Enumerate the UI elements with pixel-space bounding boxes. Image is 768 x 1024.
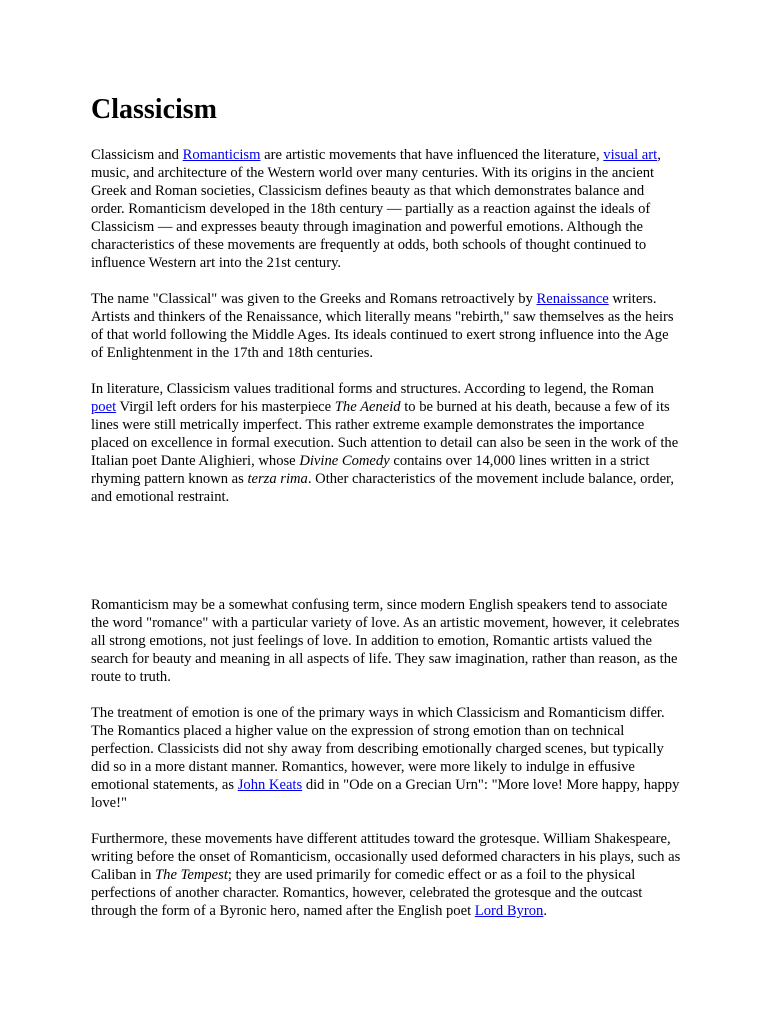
- paragraph-text: Romanticism may be a somewhat confusing term, since modern English speakers tend to associate the word "romance" with a particular variety of love. As an artistic movement, however, it celebrates all strong emotions, not just feelings of love. In addition to emotion, Romantic artists valued the search for beauty and meaning in all aspects of life. They saw imagination, rather than reason, as the route to truth.: [91, 597, 680, 685]
- lord-byron-link[interactable]: Lord Byron: [474, 903, 544, 919]
- title-divine-comedy: Divine Comedy: [299, 453, 390, 469]
- paragraph-4: [91, 596, 681, 686]
- paragraph-text: ; they are used primarily for comedic effect or as a foil to the physical perfections of another character. Romantics, however, celebrated the grotesque and the outcast through the form of a Byronic hero, named after the English poet: [91, 867, 643, 919]
- paragraph-text: .: [543, 903, 547, 919]
- paragraph-text: Virgil left orders for his masterpiece: [116, 399, 335, 415]
- renaissance-link[interactable]: Renaissance: [536, 291, 609, 307]
- john-keats-link[interactable]: John Keats: [237, 777, 303, 793]
- paragraph-text: . Other characteristics of the movement include balance, order, and emotional restraint.: [91, 471, 674, 505]
- paragraph-text: writers. Artists and thinkers of the Renaissance, which literally means "rebirth," saw themselves as the heirs of that world following the Middle Ages. Its ideals continued to exert strong influence into the Age of Enlightenment in the 17th and 18th centuries.: [91, 291, 674, 361]
- paragraph-1: [91, 146, 681, 272]
- term-terza-rima: terza rima: [247, 471, 308, 487]
- paragraph-text: are artistic movements that have influenced the literature,: [260, 147, 604, 163]
- paragraph-text: contains over 14,000 lines written in a strict rhyming pattern known as: [91, 453, 650, 487]
- paragraph-text: The treatment of emotion is one of the primary ways in which Classicism and Romanticism differ. The Romantics placed a higher value on the expression of strong emotion than on technical perfection. Classicists did not shy away from describing emotionally charged scenes, but typically did so in a more distant manner. Romantics, however, were more likely to indulge in effusive emotional statements, as: [91, 705, 665, 793]
- paragraph-text: Furthermore, these movements have different attitudes toward the grotesque. William Shakespeare, writing before the onset of Romanticism, occasionally used deformed characters in his plays, such as Caliban in: [91, 831, 681, 883]
- document-page: [91, 92, 681, 938]
- paragraph-text: The name "Classical" was given to the Greeks and Romans retroactively by: [91, 291, 537, 307]
- paragraph-text: In literature, Classicism values traditional forms and structures. According to legend, the Roman: [91, 381, 654, 397]
- paragraph-text: did in "Ode on a Grecian Urn": "More love! More happy, happy love!": [91, 777, 680, 811]
- paragraph-5: [91, 704, 681, 812]
- title-aeneid: The Aeneid: [334, 399, 401, 415]
- paragraph-6: [91, 830, 681, 920]
- paragraph-text: Classicism and: [91, 147, 183, 163]
- paragraph-2: [91, 290, 681, 362]
- paragraph-text: , music, and architecture of the Western world over many centuries. With its origins in the ancient Greek and Roman societies, Classicism defines beauty as that which demonstrates balance and order. Romanticism developed in the 18th century — partially as a reaction against the ideals of Classicism — and expresses beauty through imagination and powerful emotions. Although the characteristics of these movements are frequently at odds, both schools of thought continued to influence Western art into the 21st century.: [91, 147, 661, 271]
- spacer: [91, 524, 681, 596]
- title-tempest: The Tempest: [155, 867, 228, 883]
- paragraph-3: [91, 380, 681, 506]
- paragraph-text: to be burned at his death, because a few of its lines were still metrically imperfect. This rather extreme example demonstrates the importance placed on excellence in formal execution. Such attention to detail can also be seen in the work of the Italian poet Dante Alighieri, whose: [91, 399, 679, 469]
- romanticism-link[interactable]: Romanticism: [182, 147, 261, 163]
- poet-link[interactable]: poet: [91, 399, 117, 415]
- visual-art-link[interactable]: visual art: [603, 147, 658, 163]
- page-title: Classicism: [91, 94, 217, 125]
